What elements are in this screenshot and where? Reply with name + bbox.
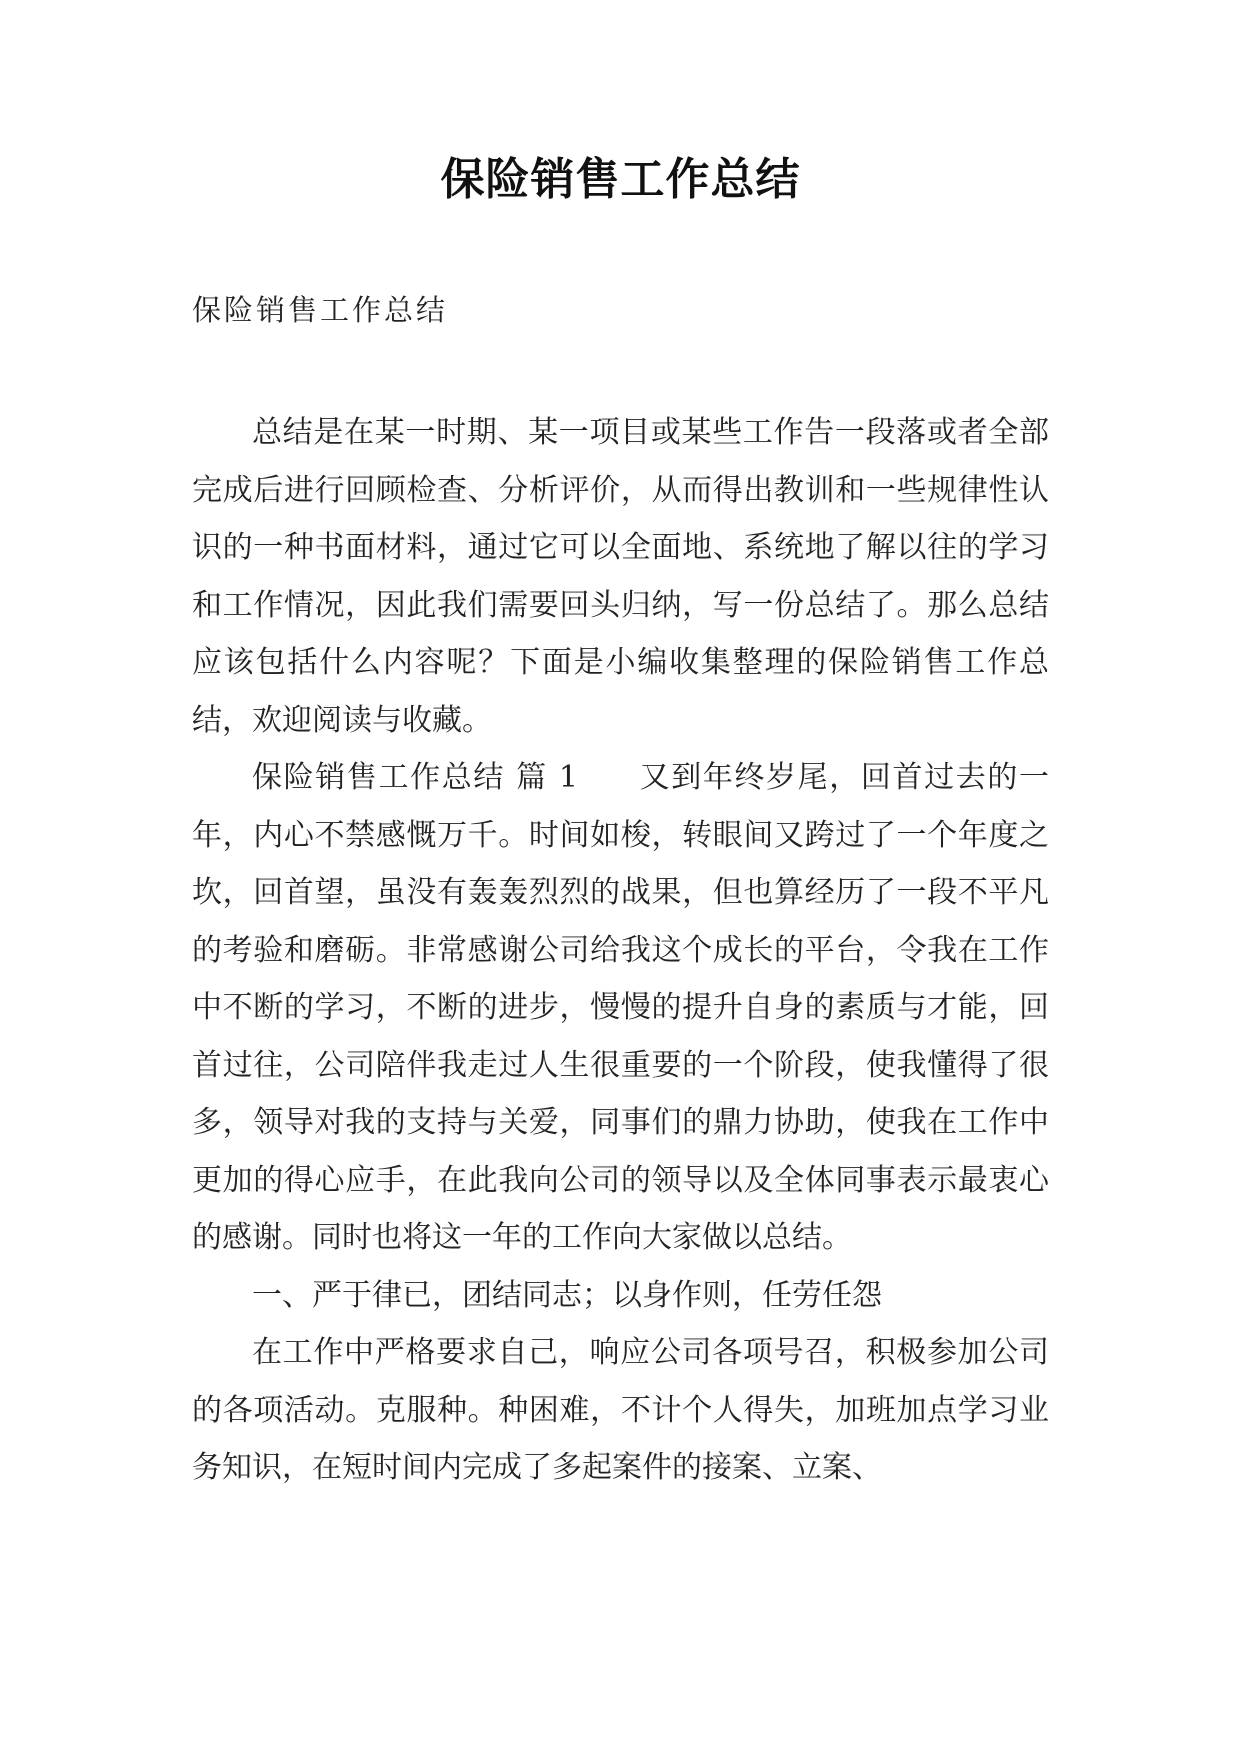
document-subtitle: 保险销售工作总结 <box>192 293 449 327</box>
section-1-label: 保险销售工作总结 篇 1 <box>252 760 578 795</box>
section-heading-1: 一、严于律已，团结同志；以身作则，任劳任怨 <box>252 1277 882 1313</box>
intro-paragraph: 总结是在某一时期、某一项目或某些工作告一段落或者全部完成后进行回顾检查、分析评价，从而得出教训和一些规律性认识的一种书面材料，通过它可以全面地、系统地了解以往的学习和工作情况，因此我们需要回头归纳，写一份总结了。那么总结应该包括什么内容呢？下面是小编收集整理的保险销售工作总结，欢迎阅读与收藏。 <box>192 415 1049 738</box>
body-paragraph-2: 在工作中严格要求自己，响应公司各项号召，积极参加公司的各项活动。克服种。种困难，不计个人得失，加班加点学习业务知识，在短时间内完成了多起案件的接案、立案、 <box>192 1335 1049 1485</box>
document-title: 保险销售工作总结 <box>440 154 801 205</box>
section-1-text: 又到年终岁尾，回首过去的一年，内心不禁感慨万千。时间如梭，转眼间又跨过了一个年度之坎，回首望，虽没有轰轰烈烈的战果，但也算经历了一段不平凡的考验和磨砺。非常感谢公司给我这个成长的平台，令我在工作中不断的学习，不断的进步，慢慢的提升自身的素质与才能，回首过往，公司陪伴我走过人生很重要的一个阶段，使我懂得了很多，领导对我的支持与关爱，同事们的鼎力协助，使我在工作中更加的得心应手，在此我向公司的领导以及全体同事表示最衷心的感谢。同时也将这一年的工作向大家做以总结。 <box>192 760 1050 1255</box>
section-1-paragraph <box>192 749 1049 1267</box>
document-body <box>192 404 1049 1497</box>
